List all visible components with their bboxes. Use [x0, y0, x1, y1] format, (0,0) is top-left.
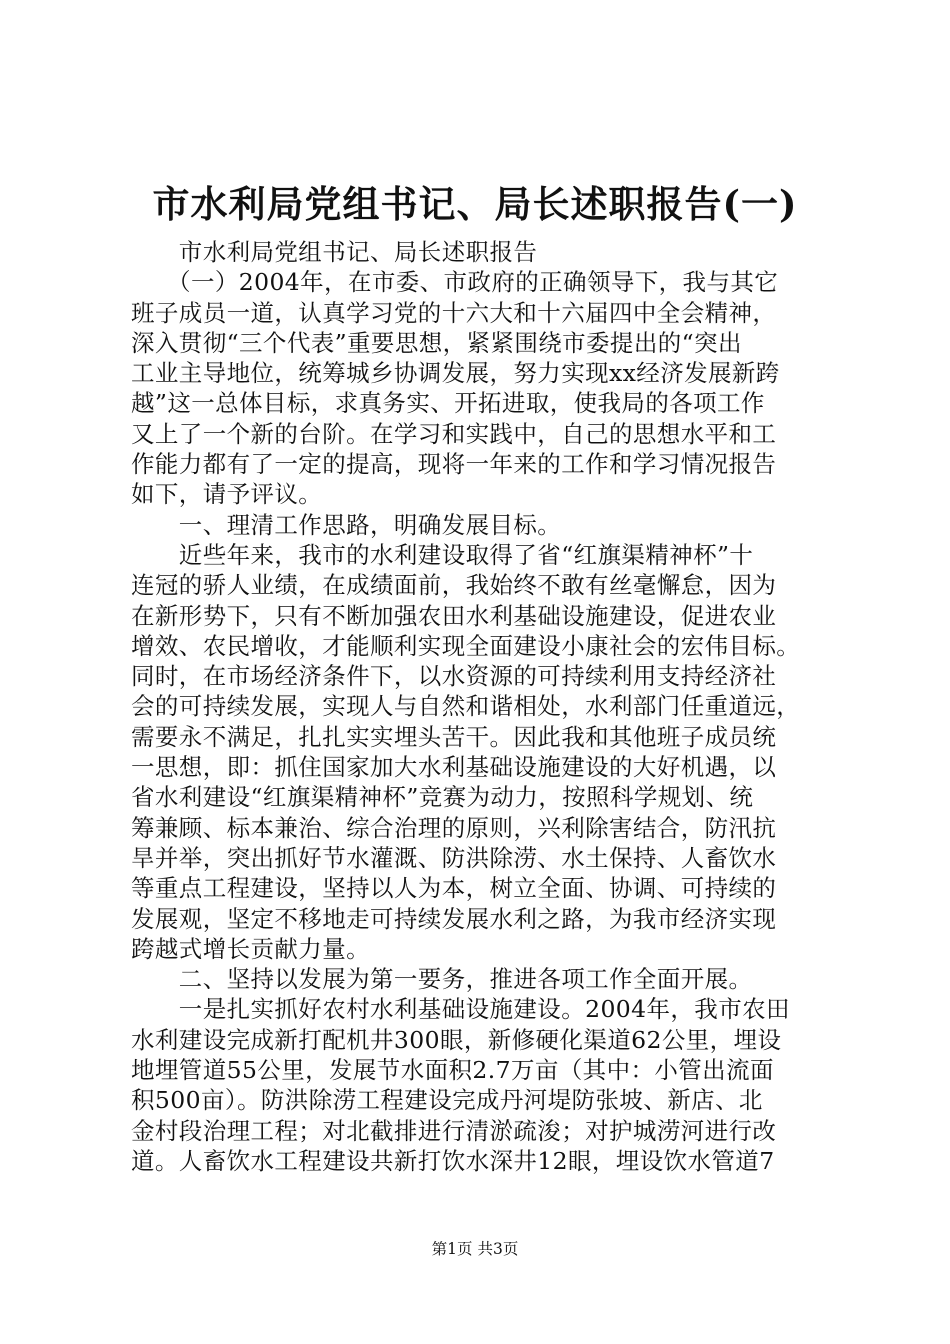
body-line: 积500亩）。防洪除涝工程建设完成丹河堤防张坡、新店、北: [131, 1086, 763, 1115]
body-line: 发展观，坚定不移地走可持续发展水利之路，为我市经济实现: [131, 904, 777, 933]
body-line: 作能力都有了一定的提高，现将一年来的工作和学习情况报告: [131, 450, 777, 479]
body-line: 一是扎实抓好农村水利基础设施建设。2004年，我市农田: [131, 995, 790, 1024]
body-line: 金村段治理工程；对北截排进行清淤疏浚；对护城涝河进行改: [131, 1116, 777, 1145]
document-title: 市水利局党组书记、局长述职报告(一): [152, 182, 798, 226]
body-line: 在新形势下，只有不断加强农田水利基础设施建设，促进农业: [131, 601, 777, 630]
body-line: 工业主导地位，统筹城乡协调发展，努力实现xx经济发展新跨: [131, 359, 780, 388]
body-line: 又上了一个新的台阶。在学习和实践中，自己的思想水平和工: [131, 419, 777, 448]
body-line: 跨越式增长贡献力量。: [131, 934, 370, 963]
body-line: 地埋管道55公里，发展节水面积2.7万亩（其中：小管出流面: [131, 1056, 774, 1085]
body-line: 市水利局党组书记、局长述职报告: [131, 238, 538, 266]
body-line: 增效、农民增收，才能顺利实现全面建设小康社会的宏伟目标。: [131, 631, 801, 660]
body-line: 一思想，即：抓住国家加大水利基础设施建设的大好机遇，以: [131, 753, 777, 782]
body-line: 等重点工程建设，坚持以人为本，树立全面、协调、可持续的: [131, 874, 777, 903]
body-line: 如下，请予评议。: [131, 480, 323, 509]
body-line: 连冠的骄人业绩，在成绩面前，我始终不敢有丝毫懈怠，因为: [131, 571, 777, 600]
body-line: 深入贯彻“三个代表”重要思想，紧紧围绕市委提出的“突出: [131, 328, 742, 357]
document-body: [131, 237, 831, 1176]
body-line: 道。人畜饮水工程建设共新打饮水深井12眼，埋设饮水管道7: [131, 1146, 775, 1175]
page-footer: 第1页 共3页: [431, 1240, 519, 1258]
body-line: 越”这一总体目标，求真务实、开拓进取，使我局的各项工作: [131, 389, 765, 418]
body-line: 同时，在市场经济条件下，以水资源的可持续利用支持经济社: [131, 662, 777, 691]
body-line: 筹兼顾、标本兼治、综合治理的原则，兴利除害结合，防汛抗: [131, 813, 777, 842]
body-line: 近些年来，我市的水利建设取得了省“红旗渠精神杯”十: [131, 540, 754, 569]
body-line: 旱并举，突出抓好节水灌溉、防洪除涝、水土保持、人畜饮水: [131, 843, 777, 872]
body-line: 省水利建设“红旗渠精神杯”竞赛为动力，按照科学规划、统: [131, 783, 754, 812]
body-line: 水利建设完成新打配机井300眼，新修硬化渠道62公里，埋设: [131, 1025, 782, 1054]
section-heading: 一、理清工作思路，明确发展目标。: [131, 510, 562, 539]
body-line: 需要永不满足，扎扎实实埋头苦干。因此我和其他班子成员统: [131, 722, 777, 751]
body-line: （一）2004年，在市委、市政府的正确领导下，我与其它: [131, 268, 779, 297]
body-line: 班子成员一道，认真学习党的十六大和十六届四中全会精神，: [131, 298, 777, 327]
section-heading: 二、坚持以发展为第一要务，推进各项工作全面开展。: [131, 965, 753, 994]
body-line: 会的可持续发展，实现人与自然和谐相处，水利部门任重道远，: [131, 692, 801, 721]
